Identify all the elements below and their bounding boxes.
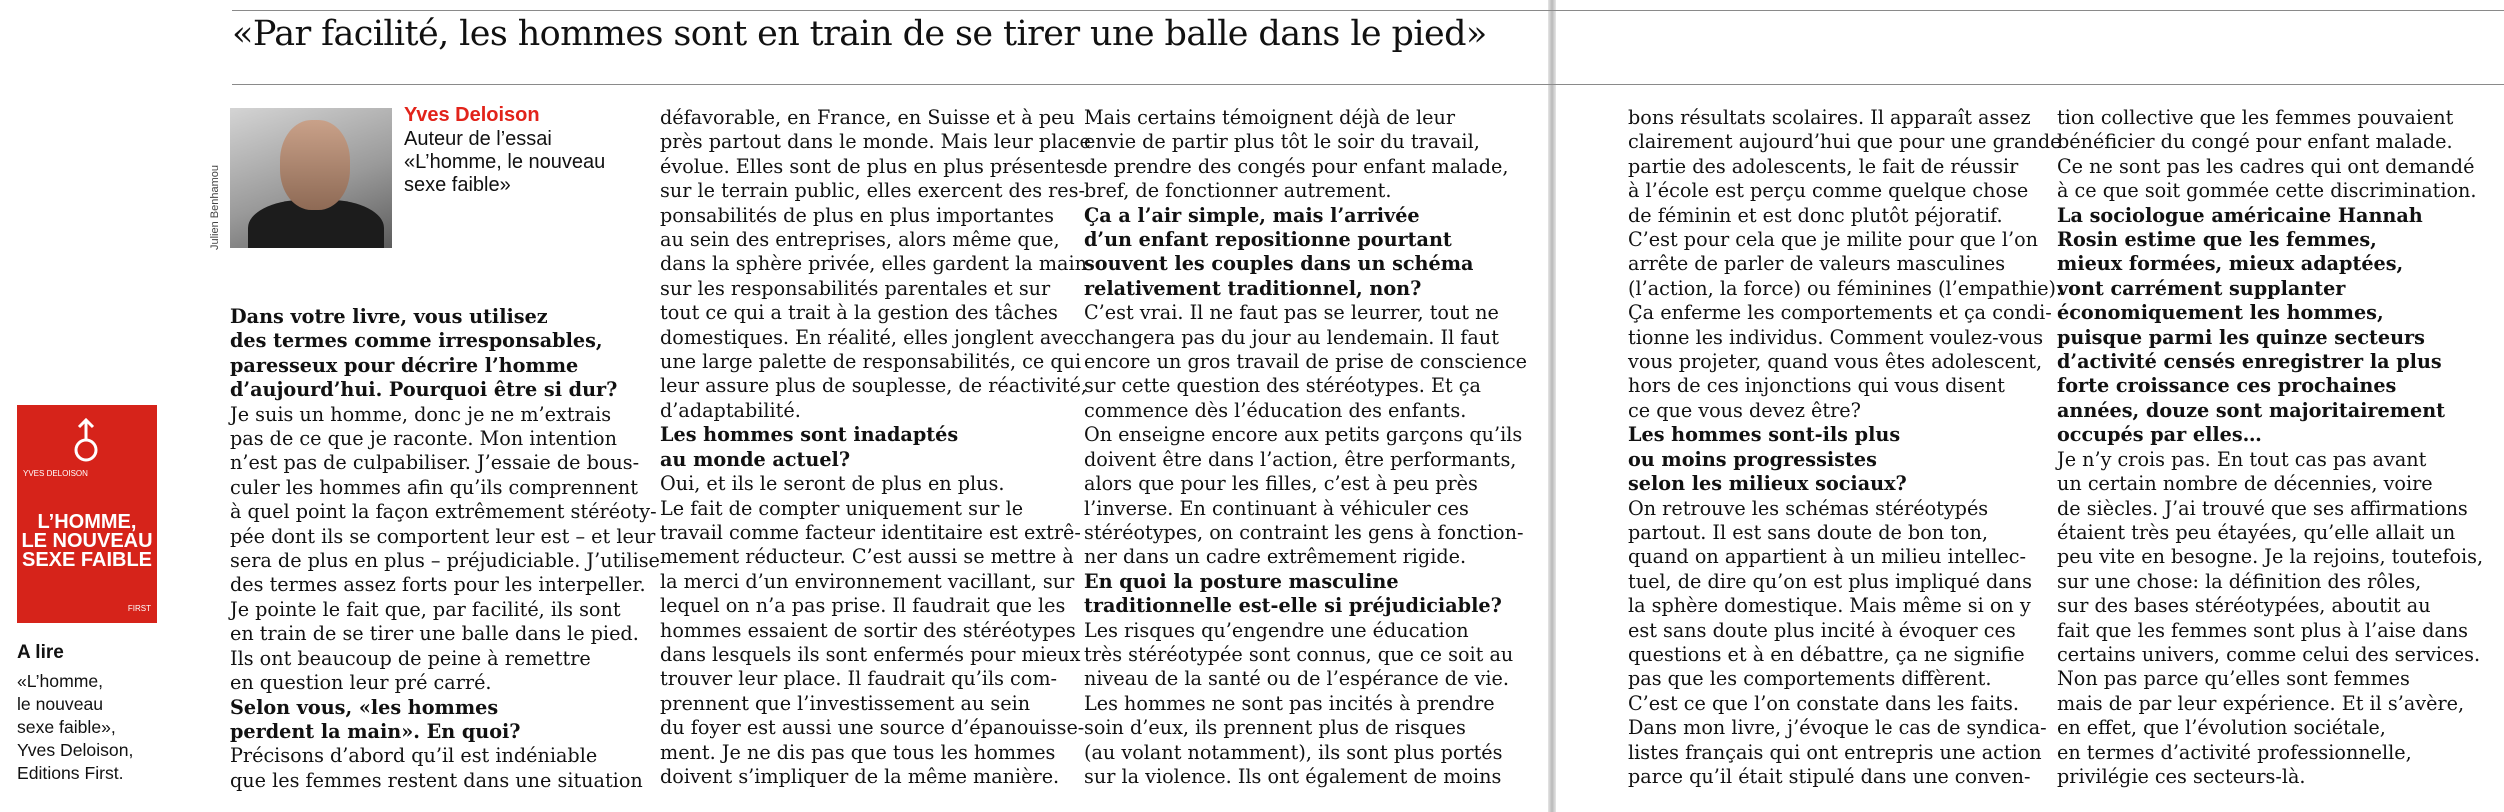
article-column-5 <box>2057 106 2483 789</box>
interview-question-line: Les hommes sont-ils plus <box>1628 423 1901 447</box>
answer-text-line: C’est pour cela que je milite pour que l’on <box>1628 228 2039 252</box>
answer-text-line: mement réducteur. C’est aussi se mettre à <box>660 545 1074 569</box>
answer-text-line: trouver leur place. Il faudrait qu’ils com- <box>660 667 1058 691</box>
interview-question-line: perdent la main». En quoi? <box>230 719 521 743</box>
interview-question-line: relativement traditionnel, non? <box>1084 276 1422 300</box>
answer-text-line: clairement aujourd’hui que pour une grande <box>1628 130 2062 154</box>
answer-text-line: domestiques. En réalité, elles jonglent avec <box>660 325 1085 349</box>
author-role: Auteur de l’essai «L’homme, le nouveau sexe faible» <box>404 128 606 196</box>
book-cover-title: L’HOMME, LE NOUVEAU SEXE FAIBLE <box>21 511 153 571</box>
interview-question-line: forte croissance ces prochaines <box>2057 374 2397 398</box>
answer-text-line: (au volant notamment), ils sont plus portés <box>1084 740 1503 764</box>
answer-text-line: défavorable, en France, en Suisse et à peu <box>660 106 1075 129</box>
answer-text-line: près partout dans le monde. Mais leur place <box>660 130 1091 154</box>
interview-question-line: au monde actuel? <box>660 447 851 471</box>
answer-text-line: pée dont ils se comportent leur est – et leur <box>230 524 656 548</box>
answer-text-line: Je pointe le fait que, par facilité, ils sont <box>230 597 621 621</box>
book-cover-author: YVES DELOISON <box>23 469 88 478</box>
answer-text-line: bons résultats scolaires. Il apparaît assez <box>1628 106 2031 129</box>
interview-question-line: occupés par elles… <box>2057 423 2262 447</box>
answer-text-line: Ce ne sont pas les cadres qui ont demandé <box>2057 154 2475 178</box>
interview-question-line: vont carrément supplanter <box>2057 276 2346 300</box>
answer-text-line: que les femmes restent dans une situation <box>230 768 643 792</box>
answer-text-line: sur cette question des stéréotypes. Et ça <box>1084 374 1481 398</box>
answer-text-line: pas que les comportements diffèrent. <box>1628 667 1992 691</box>
answer-text-line: à quel point la façon extrêmement stéréoty- <box>230 500 657 524</box>
answer-text-line: un certain nombre de décennies, voire <box>2057 472 2433 496</box>
interview-question-line: Rosin estime que les femmes, <box>2057 228 2377 252</box>
answer-text-line: leur assure plus de souplesse, de réactivité, <box>660 374 1087 398</box>
answer-text-line: vous projeter, quand vous êtes adolescent, <box>1628 350 2043 374</box>
answer-text-line: étaient très peu étayées, qu’elle allait un <box>2057 520 2456 544</box>
answer-text-line: Je n’y crois pas. En tout cas pas avant <box>2057 447 2427 471</box>
photo-credit: Julien Benhamou <box>209 164 221 250</box>
answer-text-line: dans la sphère privée, elles gardent la main <box>660 252 1087 276</box>
book-cover <box>17 405 157 623</box>
book-cover-publisher: FIRST <box>127 604 151 613</box>
answer-text-line: Non pas parce qu’elles sont femmes <box>2057 667 2410 691</box>
reading-heading: A lire <box>17 642 64 663</box>
answer-text-line: questions et à en débattre, ça ne signifie <box>1628 642 2025 666</box>
answer-text-line: en train de se tirer une balle dans le pied. <box>230 622 639 646</box>
answer-text-line: prennent que l’investissement au sein <box>660 691 1031 715</box>
answer-text-line: alors que pour les filles, c’est à peu près <box>1084 472 1478 496</box>
answer-text-line: culer les hommes afin qu’ils comprennent <box>230 475 638 499</box>
interview-question-line: mieux formées, mieux adaptées, <box>2057 252 2404 276</box>
answer-text-line: sur une chose: la définition des rôles, <box>2057 569 2422 593</box>
answer-text-line: mais de par leur expérience. Et il s’avère, <box>2057 691 2465 715</box>
answer-text-line: l’inverse. En continuant à véhiculer ces <box>1084 496 1469 520</box>
interview-question-line: puisque parmi les quinze secteurs <box>2057 325 2425 349</box>
title-rule <box>232 84 2504 85</box>
article-title: «Par facilité, les hommes sont en train de se tirer une balle dans le pied» <box>232 14 1487 54</box>
answer-text-line: très stéréotypée sont connus, que ce soit au <box>1084 642 1514 666</box>
answer-text-line: niveau de la santé ou de l’espérance de vie. <box>1084 667 1509 691</box>
answer-text-line: doivent être dans l’action, être performants, <box>1084 447 1517 471</box>
answer-text-line: de siècles. J’ai trouvé que ses affirmations <box>2057 496 2468 520</box>
answer-text-line: ponsabilités de plus en plus importantes <box>660 203 1054 227</box>
answer-text-line: Ça enferme les comportements et ça condi- <box>1628 301 2052 325</box>
answer-text-line: encore un gros travail de prise de conscience <box>1084 350 1527 374</box>
answer-text-line: en termes d’activité professionnelle, <box>2057 740 2412 764</box>
answer-text-line: sur la violence. Ils ont également de moins <box>1084 764 1502 788</box>
answer-text-line: sur le terrain public, elles exercent des res- <box>660 179 1085 203</box>
answer-text-line: n’est pas de culpabiliser. J’essaie de bous- <box>230 451 640 475</box>
answer-text-line: pas de ce que je raconte. Mon intention <box>230 427 617 451</box>
answer-text-line: C’est ce que l’on constate dans les faits. <box>1628 691 2019 715</box>
answer-text-line: certains univers, comme celui des services. <box>2057 642 2481 666</box>
answer-text-line: la merci d’un environnement vacillant, sur <box>660 569 1075 593</box>
article-column-2 <box>660 106 1091 789</box>
answer-text-line: en effet, que l’évolution sociétale, <box>2057 716 2386 740</box>
answer-text-line: arrête de parler de valeurs masculines <box>1628 252 2006 276</box>
answer-text-line: sur des bases stéréotypées, aboutit au <box>2057 594 2431 618</box>
answer-text-line: des termes assez forts pour les interpeller. <box>230 573 646 597</box>
interview-question-line: Selon vous, «les hommes <box>230 695 499 719</box>
article-column-3 <box>1084 106 1527 789</box>
answer-text-line: lequel on n’a pas prise. Il faudrait que les <box>660 594 1066 618</box>
answer-text-line: envie de partir plus tôt le soir du travail, <box>1084 130 1480 154</box>
interview-question-line: d’un enfant repositionne pourtant <box>1084 228 1452 252</box>
answer-text-line: sera de plus en plus – préjudiciable. J’utilise <box>230 549 660 573</box>
answer-text-line: bénéficier du congé pour enfant malade. <box>2057 130 2453 154</box>
answer-text-line: à l’école est perçu comme quelque chose <box>1628 179 2029 203</box>
answer-text-line: tout ce qui a trait à la gestion des tâches <box>660 301 1058 325</box>
answer-text-line: C’est vrai. Il ne faut pas se leurrer, tout ne <box>1084 301 1499 325</box>
answer-text-line: Ils ont beaucoup de peine à remettre <box>230 646 591 670</box>
interview-question-line: d’activité censés enregistrer la plus <box>2057 350 2442 374</box>
answer-text-line: Mais certains témoignent déjà de leur <box>1084 106 1456 129</box>
author-name: Yves Deloison <box>404 104 540 126</box>
answer-text-line: hors de ces injonctions qui vous disent <box>1628 374 2005 398</box>
interview-question-line: La sociologue américaine Hannah <box>2057 203 2423 227</box>
answer-text-line: quand on appartient à un milieu intellec- <box>1628 545 2027 569</box>
top-rule <box>232 10 2504 11</box>
answer-text-line: stéréotypes, on contraint les gens à fonction- <box>1084 520 1524 544</box>
author-photo <box>230 108 392 248</box>
answer-text-line: Je suis un homme, donc je ne m’extrais <box>230 402 612 426</box>
answer-text-line: partie des adolescents, le fait de réussir <box>1628 154 2019 178</box>
answer-text-line: la sphère domestique. Mais même si on y <box>1628 594 2031 618</box>
answer-text-line: de féminin et est donc plutôt péjoratif. <box>1628 203 2003 227</box>
interview-question-line: Ça a l’air simple, mais l’arrivée <box>1084 203 1420 227</box>
answer-text-line: d’adaptabilité. <box>660 398 801 422</box>
answer-text-line: bref, de fonctionner autrement. <box>1084 179 1392 203</box>
interview-question-line: souvent les couples dans un schéma <box>1084 252 1474 276</box>
interview-question-line: ou moins progressistes <box>1628 447 1877 471</box>
answer-text-line: (l’action, la force) ou féminines (l’empathie). <box>1628 276 2063 300</box>
answer-text-line: tionne les individus. Comment voulez-vous <box>1628 325 2044 349</box>
answer-text-line: doivent s’impliquer de la même manière. <box>660 764 1060 788</box>
answer-text-line: de prendre des congés pour enfant malade, <box>1084 154 1509 178</box>
interview-question-line: économiquement les hommes, <box>2057 301 2384 325</box>
interview-question-line: En quoi la posture masculine <box>1084 569 1399 593</box>
interview-question-line: des termes comme irresponsables, <box>230 329 603 353</box>
answer-text-line: parce qu’il était stipulé dans une conven- <box>1628 764 2031 788</box>
article-column-4 <box>1628 106 2062 789</box>
answer-text-line: changera pas du jour au lendemain. Il faut <box>1084 325 1499 349</box>
answer-text-line: travail comme facteur identitaire est extrê- <box>660 520 1081 544</box>
page-gutter <box>1548 0 1556 812</box>
answer-text-line: Le fait de compter uniquement sur le <box>660 496 1024 520</box>
answer-text-line: Dans mon livre, j’évoque le cas de syndica- <box>1628 716 2047 740</box>
answer-text-line: au sein des entreprises, alors même que, <box>660 228 1060 252</box>
interview-question-line: années, douze sont majoritairement <box>2057 398 2446 422</box>
answer-text-line: à ce que soit gommée cette discrimination. <box>2057 179 2477 203</box>
answer-text-line: Oui, et ils le seront de plus en plus. <box>660 472 1005 496</box>
answer-text-line: ner dans un cadre extrêmement rigide. <box>1084 545 1467 569</box>
answer-text-line: privilégie ces secteurs-là. <box>2057 764 2306 788</box>
male-symbol-icon <box>71 417 101 465</box>
answer-text-line: du foyer est aussi une source d’épanouisse- <box>660 716 1085 740</box>
answer-text-line: Les hommes ne sont pas incités à prendre <box>1084 691 1495 715</box>
answer-text-line: Précisons d’abord qu’il est indéniable <box>230 744 598 768</box>
answer-text-line: est sans doute plus incité à évoquer ces <box>1628 618 2016 642</box>
answer-text-line: évolue. Elles sont de plus en plus présentes <box>660 154 1086 178</box>
answer-text-line: sur les responsabilités parentales et sur <box>660 276 1051 300</box>
answer-text-line: ment. Je ne dis pas que tous les hommes <box>660 740 1056 764</box>
answer-text-line: On enseigne encore aux petits garçons qu’ils <box>1084 423 1523 447</box>
answer-text-line: tuel, de dire qu’on est plus impliqué dans <box>1628 569 2032 593</box>
answer-text-line: tion collective que les femmes pouvaient <box>2057 106 2454 129</box>
interview-question-line: traditionnelle est-elle si préjudiciable? <box>1084 594 1502 618</box>
answer-text-line: partout. Il est sans doute de bon ton, <box>1628 520 1988 544</box>
interview-question-line: paresseux pour décrire l’homme <box>230 353 579 377</box>
answer-text-line: ce que vous devez être? <box>1628 398 1861 422</box>
answer-text-line: On retrouve les schémas stéréotypés <box>1628 496 1989 520</box>
interview-question-line: Les hommes sont inadaptés <box>660 423 959 447</box>
answer-text-line: commence dès l’éducation des enfants. <box>1084 398 1467 422</box>
answer-text-line: une large palette de responsabilités, ce qui <box>660 350 1082 374</box>
answer-text-line: en question leur pré carré. <box>230 671 492 695</box>
book-caption: «L’homme, le nouveau sexe faible», Yves Deloison, Editions First. <box>17 671 134 783</box>
article-column-1 <box>230 305 660 793</box>
answer-text-line: fait que les femmes sont plus à l’aise dans <box>2057 618 2469 642</box>
answer-text-line: peu vite en besogne. Je la rejoins, toutefois, <box>2057 545 2484 569</box>
interview-question-line: Dans votre livre, vous utilisez <box>230 305 548 328</box>
answer-text-line: listes français qui ont entrepris une action <box>1628 740 2042 764</box>
answer-text-line: dans lesquels ils sont enfermés pour mieux <box>660 642 1081 666</box>
interview-question-line: d’aujourd’hui. Pourquoi être si dur? <box>230 378 618 402</box>
answer-text-line: hommes essaient de sortir des stéréotypes <box>660 618 1076 642</box>
answer-text-line: soin d’eux, ils prennent plus de risques <box>1084 716 1466 740</box>
interview-question-line: selon les milieux sociaux? <box>1628 472 1907 496</box>
answer-text-line: Les risques qu’engendre une éducation <box>1084 618 1469 642</box>
